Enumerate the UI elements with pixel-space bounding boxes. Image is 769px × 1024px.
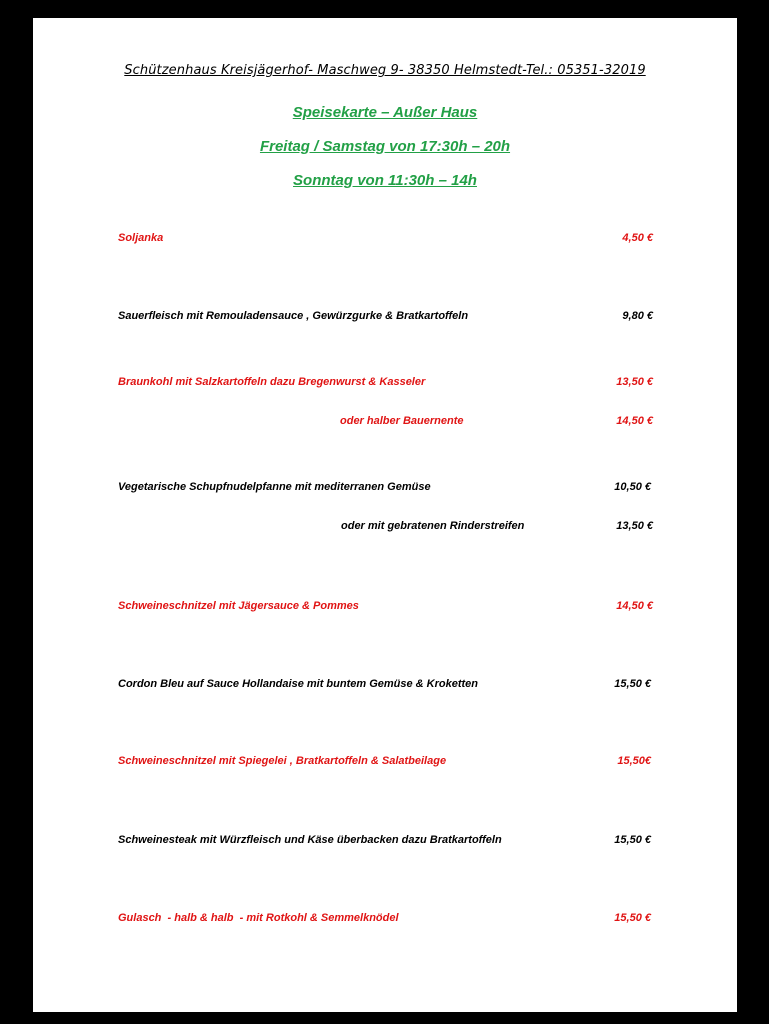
menu-title: Speisekarte – Außer Haus <box>292 104 478 121</box>
menu-item-price: 4,50 € <box>622 232 653 244</box>
menu-item-option: oder mit gebratenen Rinderstreifen <box>341 520 525 532</box>
menu-item-price: 15,50 € <box>614 912 651 924</box>
menu-item-name: Schweineschnitzel mit Spiegelei , Bratkartoffeln & Salatbeilage <box>118 755 447 767</box>
menu-item-price: 15,50€ <box>617 755 651 767</box>
menu-item-price: 15,50 € <box>614 834 651 846</box>
menu-item-option-price: 14,50 € <box>616 415 653 427</box>
menu-item-option-price: 13,50 € <box>616 520 653 532</box>
restaurant-header: Schützenhaus Kreisjägerhof- Maschweg 9- 38350 Helmstedt-Tel.: 05351-32019 <box>124 63 646 78</box>
menu-item-name: Cordon Bleu auf Sauce Hollandaise mit buntem Gemüse & Kroketten <box>118 678 479 690</box>
menu-item-name: Soljanka <box>118 232 164 244</box>
menu-item-price: 15,50 € <box>614 678 651 690</box>
opening-hours-sunday: Sonntag von 11:30h – 14h <box>293 172 477 189</box>
menu-item-option: oder halber Bauernente <box>340 415 464 427</box>
menu-item-price: 10,50 € <box>614 481 651 493</box>
menu-page <box>33 18 737 1012</box>
opening-hours-fri-sat: Freitag / Samstag von 17:30h – 20h <box>259 138 511 155</box>
menu-item-name: Braunkohl mit Salzkartoffeln dazu Bregenwurst & Kasseler <box>118 376 426 388</box>
menu-item-name: Schweinesteak mit Würzfleisch und Käse überbacken dazu Bratkartoffeln <box>118 834 502 846</box>
menu-item-price: 9,80 € <box>622 310 653 322</box>
menu-item-name: Sauerfleisch mit Remouladensauce , Gewürzgurke & Bratkartoffeln <box>118 310 469 322</box>
menu-item-price: 14,50 € <box>616 600 653 612</box>
menu-item-name: Schweineschnitzel mit Jägersauce & Pommes <box>118 600 359 612</box>
menu-item-price: 13,50 € <box>616 376 653 388</box>
menu-item-name: Gulasch - halb & halb - mit Rotkohl & Semmelknödel <box>118 912 399 924</box>
menu-item-name: Vegetarische Schupfnudelpfanne mit mediterranen Gemüse <box>118 481 431 493</box>
